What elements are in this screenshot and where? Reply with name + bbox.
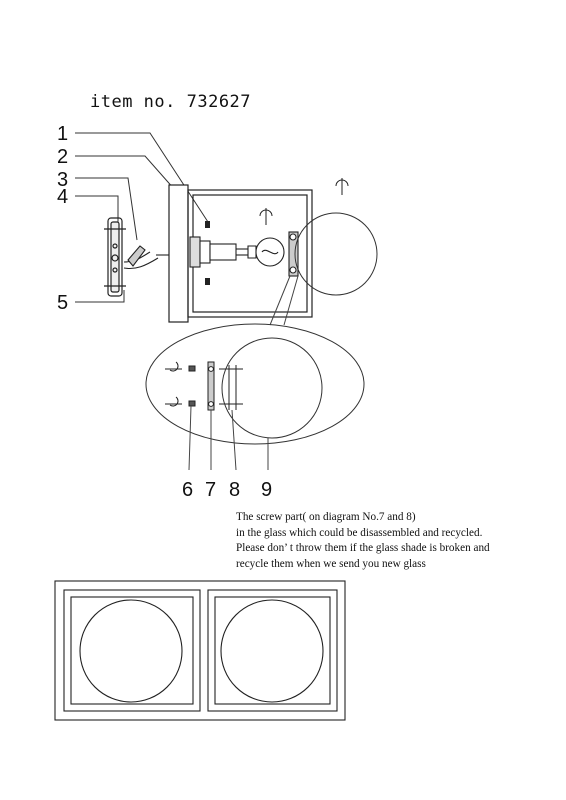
callout-8: 8 (229, 479, 241, 501)
glass-holder-ring (289, 232, 298, 276)
note-line-1: The screw part( on diagram No.7 and 8) (236, 511, 416, 523)
recycle-note (236, 510, 556, 572)
wire-connector (124, 246, 170, 269)
detail-glass (222, 338, 322, 438)
item-number-title: item no. 732627 (90, 92, 252, 112)
callout-2: 2 (57, 146, 69, 168)
callout-6: 6 (182, 479, 194, 501)
rotation-arrow-icon (260, 178, 348, 225)
mounting-bracket (104, 218, 126, 296)
callout-3: 3 (57, 169, 69, 191)
callout-1: 1 (57, 123, 69, 145)
callout-5: 5 (57, 292, 69, 314)
leader-lines-lower (189, 406, 268, 470)
callout-4: 4 (57, 186, 69, 208)
lamp-holder (190, 237, 284, 267)
note-line-2: in the glass which could be disassembled and recycled. (236, 526, 483, 539)
detail-ring (208, 362, 214, 410)
detail-screws (165, 362, 195, 406)
detail-leader-lines (270, 276, 298, 325)
note-line-4: recycle them when we send you new glass (236, 557, 426, 570)
callout-7: 7 (205, 479, 217, 501)
detail-gasket (219, 365, 243, 410)
detail-view-ellipse (146, 324, 364, 444)
note-line-3: Please don’ t throw them if the glass shade is broken and (236, 542, 490, 554)
front-view (55, 581, 345, 720)
callout-9: 9 (261, 479, 273, 501)
